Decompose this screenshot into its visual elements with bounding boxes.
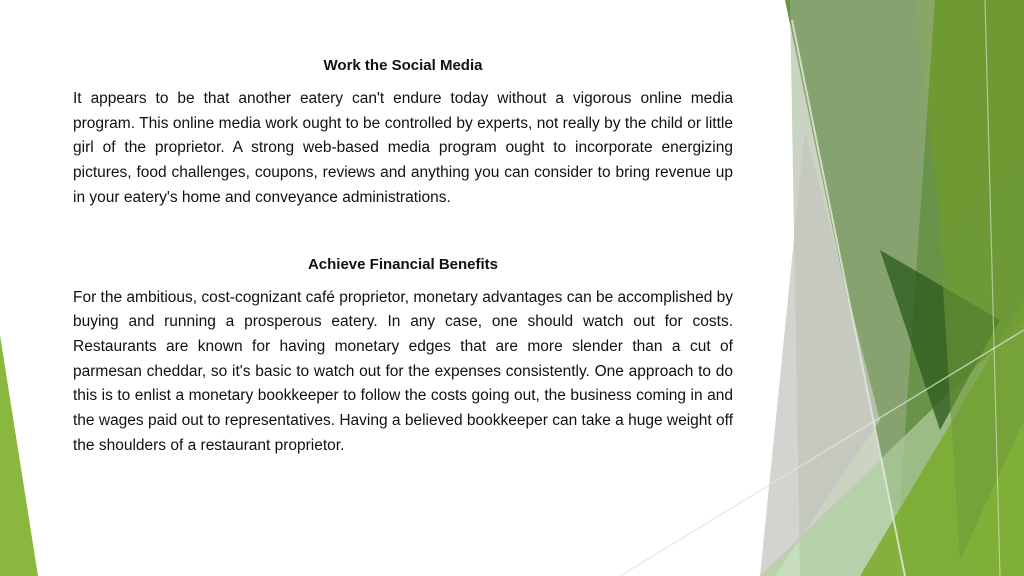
left-green-sliver [0, 335, 38, 576]
section-body-social-media: It appears to be that another eatery can't endure today without a vigorous online media program. This online media work ought to be controlled by experts, not really by the child or little girl of the proprietor. A strong web-based media program ought to incorporate energizing pictures, food challenges, coupons, reviews and anything you can consider to bring revenue up in your eatery's home and conveyance administrations. [73, 90, 733, 206]
section-title-financial-benefits: Achieve Financial Benefits [307, 255, 499, 273]
text-content [73, 54, 733, 458]
section-spacer [73, 211, 733, 253]
section-title-social-media: Work the Social Media [323, 57, 483, 74]
section-body-financial-benefits: For the ambitious, cost-cognizant café proprietor, monetary advantages can be accomplished by buying and running a prosperous eatery. In any case, one should watch out for costs. Restaurants are known for having monetary edges that are more slender than a cut of parmesan cheddar, so it's basic to watch out for the expenses consistently. One approach to do this is to enlist a monetary bookkeeper to follow the costs going out, the business coming in and the wages paid out to representatives. Having a believed bookkeeper can take a huge weight off the shoulders of a restaurant proprietor. [73, 288, 733, 454]
